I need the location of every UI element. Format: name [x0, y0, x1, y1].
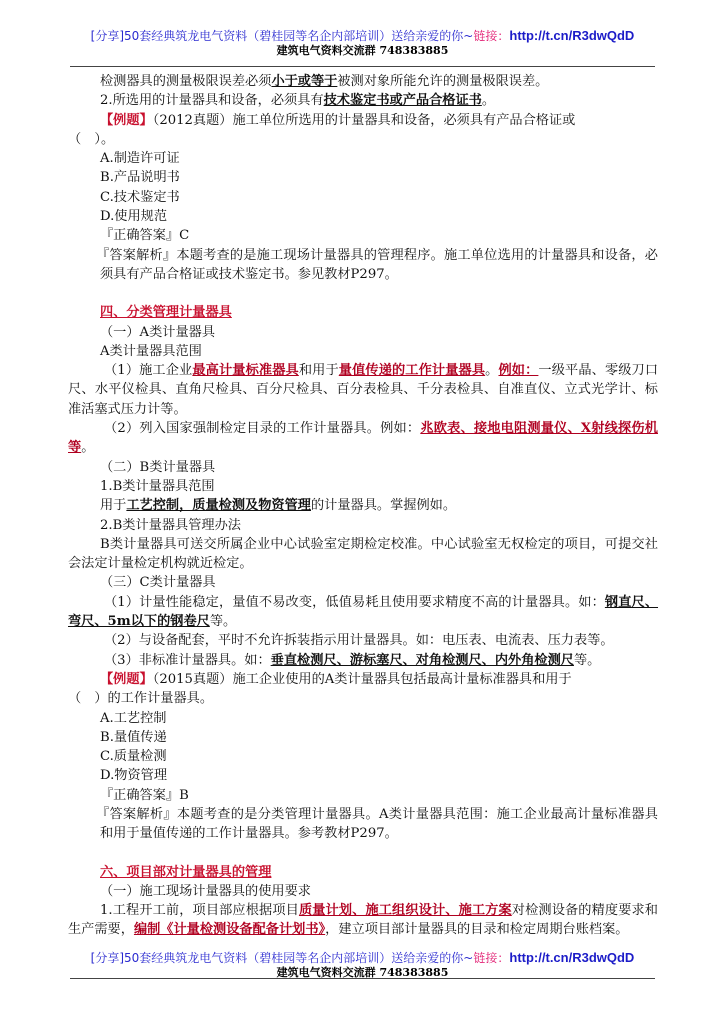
- paragraph: B类计量器具可送交所属企业中心试验室定期检定校准。中心试验室无权检定的项目，可提交社会法定计量检定机构就近检定。: [68, 536, 658, 572]
- subheading: （一）施工现场计量器具的使用要求: [100, 883, 311, 899]
- text-line: 2.B类计量器具管理办法: [100, 517, 241, 533]
- option-c: C.技术鉴定书: [100, 189, 180, 205]
- subheading: （三）C类计量器具: [100, 575, 216, 591]
- header-share-text: [分享]50套经典筑龙电气资料（碧桂园等名企内部培训）送给亲爱的你~: [90, 29, 474, 43]
- subheading: （二）B类计量器具: [100, 459, 216, 475]
- option-a: A.制造许可证: [100, 151, 180, 167]
- header-link-label: 链接：: [473, 951, 510, 965]
- text-line: 2.所选用的计量器具和设备，必须具有技术鉴定书或产品合格证书。: [100, 93, 496, 109]
- example-label: 【例题】: [100, 112, 153, 128]
- example-question: 【例题】（2015真题）施工企业使用的A类计量器具包括最高计量标准器具和用于: [100, 671, 572, 687]
- text-line: （ ）的工作计量器具。: [68, 691, 214, 707]
- header-divider: [70, 66, 655, 67]
- option-d: D.物资管理: [100, 768, 168, 784]
- correct-answer: 『正确答案』C: [100, 228, 190, 244]
- paragraph: 1.工程开工前，项目部应根据项目质量计划、施工组织设计、施工方案对检测设备的精度要求和生产需要，编制《计量检测设备配备计划书》，建立项目部计量器具的目录和检定周期台账档案。: [68, 903, 658, 938]
- header-link-label: 链接：: [473, 29, 510, 43]
- example-question: 【例题】（2012真题）施工单位所选用的计量器具和设备，必须具有产品合格证或: [100, 112, 576, 128]
- paragraph: （2）列入国家强制检定目录的工作计量器具。例如：兆欧表、接地电阻测量仪、X射线探伤机等。: [68, 421, 658, 456]
- header-share-line: [70, 950, 655, 966]
- page-header-top: [70, 28, 655, 58]
- correct-answer: 『正确答案』B: [100, 787, 189, 803]
- section-heading-4: 四、分类管理计量器具: [100, 305, 232, 321]
- text-line: A类计量器具范围: [100, 343, 202, 359]
- header-share-text: [分享]50套经典筑龙电气资料（碧桂园等名企内部培训）送给亲爱的你~: [90, 951, 474, 965]
- text-line: （2）与设备配套，平时不允许拆装指示用计量器具。如：电压表、电流表、压力表等。: [104, 633, 614, 649]
- header-group: 建筑电气资料交流群 748383885: [276, 44, 449, 57]
- option-b: B.量值传递: [100, 729, 167, 745]
- text-line: （3）非标准计量器具。如：垂直检测尺、游标塞尺、对角检测尺、内外角检测尺等。: [104, 652, 601, 668]
- text-line: 检测器具的测量极限误差必须小于或等于被测对象所能允许的测量极限误差。: [100, 74, 549, 89]
- header-link[interactable]: http://t.cn/R3dwQdD: [509, 950, 635, 965]
- header-group: 建筑电气资料交流群 748383885: [276, 966, 449, 979]
- option-a: A.工艺控制: [100, 710, 167, 726]
- document-body: [68, 72, 658, 940]
- section-heading-6: 六、项目部对计量器具的管理: [100, 864, 272, 880]
- header-link[interactable]: http://t.cn/R3dwQdD: [509, 28, 635, 43]
- text-line: （ ）。: [68, 131, 115, 147]
- subheading: （一）A类计量器具: [100, 324, 216, 340]
- text-line: 用于工艺控制，质量检测及物资管理的计量器具。掌握例如。: [100, 498, 457, 514]
- paragraph: （1）施工企业最高计量标准器具和用于量值传递的工作计量器具。例如：一级平晶、零级刀口尺、水平仪检具、直角尺检具、百分尺检具、百分表检具、千分表检具、自准直仪、立式光学计、标准活塞式压力计等。: [68, 363, 659, 417]
- header-share-line: [70, 28, 655, 44]
- option-c: C.质量检测: [100, 749, 167, 765]
- answer-explanation: 『答案解析』本题考查的是分类管理计量器具。A类计量器具范围：施工企业最高计量标准器具和用于量值传递的工作计量器具。参考教材P297。: [96, 806, 658, 842]
- footer-divider: [70, 978, 655, 979]
- option-d: D.使用规范: [100, 209, 168, 225]
- page-header-bottom: [70, 950, 655, 980]
- option-b: B.产品说明书: [100, 170, 180, 186]
- answer-explanation: 『答案解析』本题考查的是施工现场计量器具的管理程序。施工单位选用的计量器具和设备，必须具有产品合格证或技术鉴定书。参见教材P297。: [96, 247, 658, 282]
- paragraph: （1）计量性能稳定，量值不易改变，低值易耗且使用要求精度不高的计量器具。如：钢直尺、弯尺、5m以下的钢卷尺等。: [68, 594, 659, 630]
- text-line: 1.B类计量器具范围: [100, 478, 215, 494]
- example-label: 【例题】: [100, 671, 153, 687]
